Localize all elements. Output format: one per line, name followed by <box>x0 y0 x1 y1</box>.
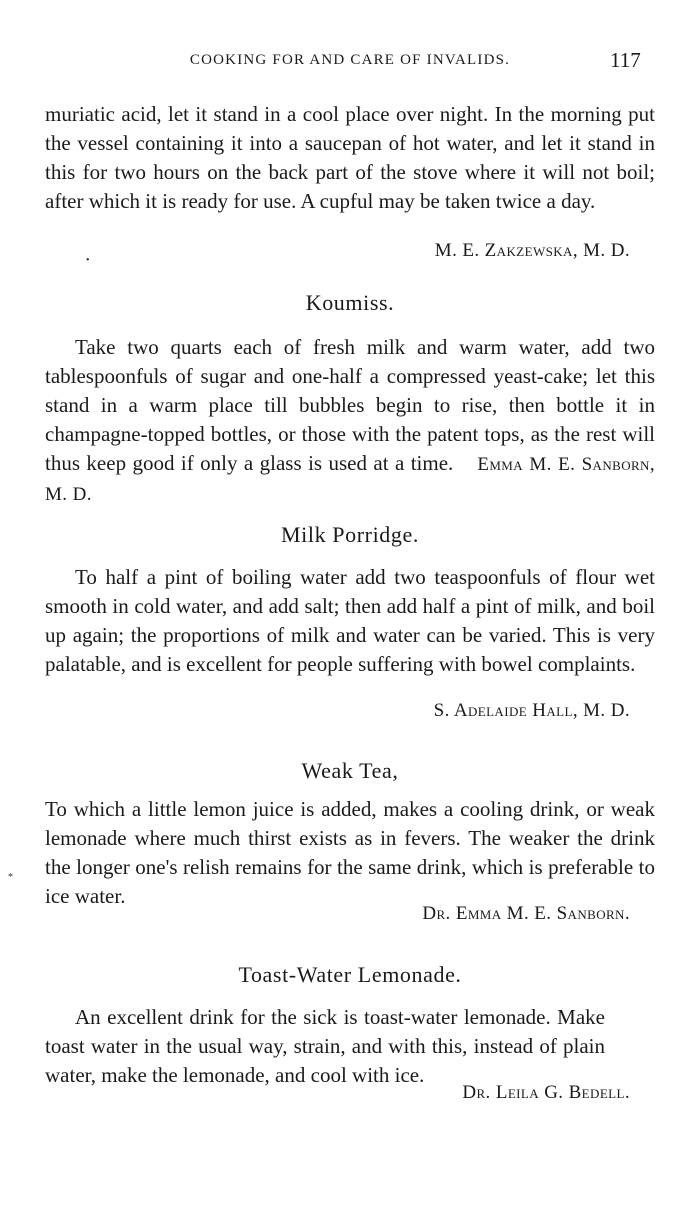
recipe-attribution-toast-water-lemonade: Dr. Leila G. Bedell. <box>462 1082 630 1103</box>
recipe-body-koumiss <box>45 333 655 509</box>
recipe-title-weak-tea: Weak Tea, <box>301 758 399 783</box>
recipe-attribution-weak-tea: Dr. Emma M. E. Sanborn. <box>422 903 630 924</box>
recipe-body-milk-porridge: To half a pint of boiling water add two teaspoonfuls of flour wet smooth in cold water, and add salt; then add half a pint of milk, and boil up again; the proportions of milk and water can be varied. This is very palatable, and is excellent for people suffering with bowel complaints. <box>45 565 655 676</box>
continued-paragraph: muriatic acid, let it stand in a cool place over night. In the morning put the vessel containing it into a saucepan of hot water, and let it stand in this for two hours on the back part of the stove where it will not boil; after which it is ready for use. A cupful may be taken twice a day. <box>45 102 655 213</box>
recipe-title-milk-porridge: Milk Porridge. <box>281 522 419 547</box>
recipe-title-koumiss: Koumiss. <box>305 290 395 315</box>
page-number: 117 <box>610 48 641 72</box>
recipe-attribution-koumiss: Emma M. E. Sanborn, M. D. <box>45 454 655 505</box>
print-speck: * <box>8 872 13 883</box>
running-title: COOKING FOR AND CARE OF INVALIDS. <box>189 52 511 68</box>
recipe-body-weak-tea: To which a little lemon juice is added, makes a cooling drink, or weak lemonade where much thirst exists as in fevers. The weaker the drink the longer one's relish remains for the same drink, which is preferable to ice water. <box>45 797 655 908</box>
recipe-body-koumiss-text: Take two quarts each of fresh milk and warm water, add two tablespoonfuls of sugar and one-half a compressed yeast-cake; let this stand in a warm place till bubbles begin to rise, then bottle it in champagne-topped bottles, or those with the patent tops, as the rest will thus keep good if only a glass is used at a time. <box>45 335 655 475</box>
print-speck: • <box>86 255 90 266</box>
recipe-body-toast-water-lemonade: An excellent drink for the sick is toast-water lemonade. Make toast water in the usual way, strain, and with this, instead of plain water, make the lemonade, and cool with ice. <box>45 1005 605 1087</box>
continued-attribution: M. E. Zakzewska, M. D. <box>434 240 630 261</box>
recipe-title-toast-water-lemonade: Toast-Water Lemonade. <box>238 962 462 987</box>
recipe-attribution-milk-porridge: S. Adelaide Hall, M. D. <box>433 700 630 721</box>
